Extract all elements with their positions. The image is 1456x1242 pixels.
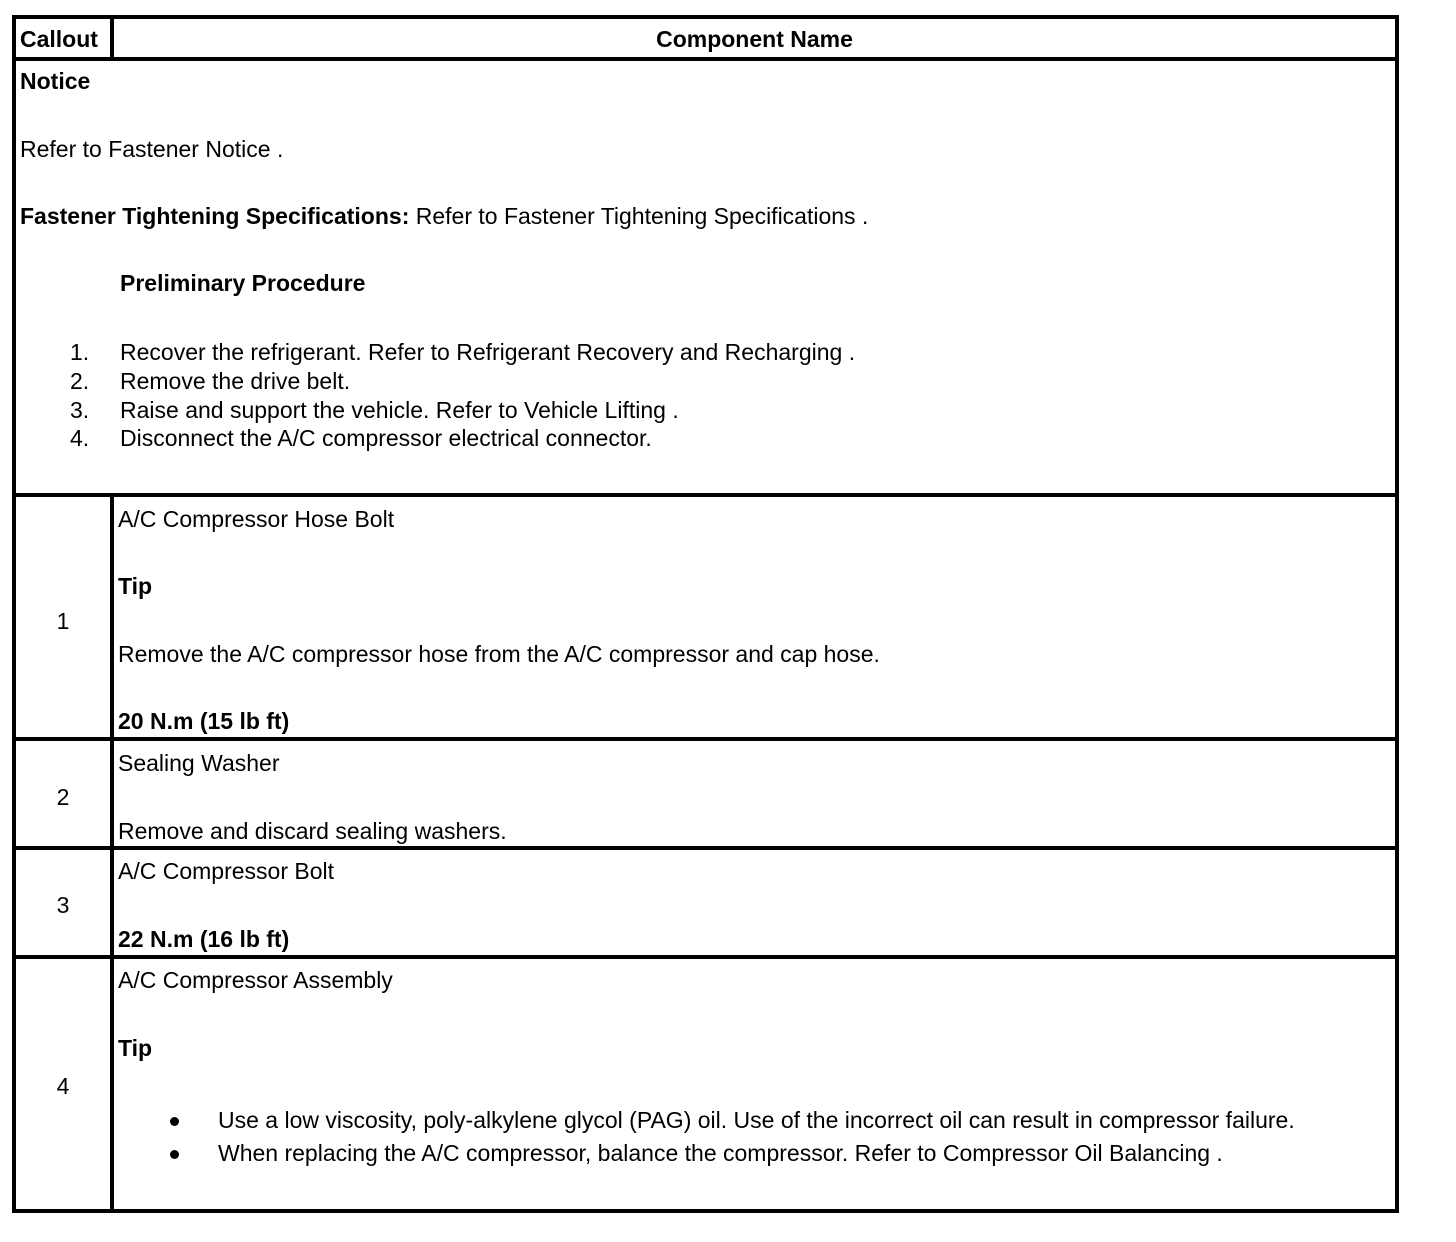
fastener-spec-label: Fastener Tightening Specifications: bbox=[20, 203, 410, 229]
bullet-text: When replacing the A/C compressor, balance the compressor. Refer to Compressor Oil Balancing . bbox=[218, 1140, 1223, 1166]
row1-divider bbox=[16, 737, 1395, 741]
component-name: A/C Compressor Bolt bbox=[118, 858, 335, 884]
notice-text: Refer to Fastener Notice . bbox=[20, 136, 284, 162]
tip-label: Tip bbox=[118, 1035, 153, 1061]
notice-divider bbox=[16, 493, 1395, 497]
callout-number: 1 bbox=[56, 608, 70, 634]
column-divider-body bbox=[110, 493, 114, 1209]
fastener-spec bbox=[20, 203, 868, 229]
step-number: 3. bbox=[70, 397, 90, 423]
step-number: 2. bbox=[70, 368, 90, 394]
torque-spec: 20 N.m (15 lb ft) bbox=[118, 708, 290, 734]
procedure-title: Preliminary Procedure bbox=[120, 270, 366, 296]
component-table bbox=[12, 15, 1399, 1213]
tip-label: Tip bbox=[118, 573, 153, 599]
instruction-text: Remove and discard sealing washers. bbox=[118, 818, 507, 844]
notice-title: Notice bbox=[20, 68, 91, 94]
fastener-spec-text: Refer to Fastener Tightening Specifications . bbox=[409, 203, 869, 229]
header-component-name: Component Name bbox=[656, 26, 853, 52]
header-callout: Callout bbox=[20, 26, 98, 52]
torque-spec: 22 N.m (16 lb ft) bbox=[118, 926, 290, 952]
callout-number: 3 bbox=[56, 892, 70, 918]
step-number: 1. bbox=[70, 339, 90, 365]
component-name: A/C Compressor Hose Bolt bbox=[118, 506, 395, 532]
component-name: Sealing Washer bbox=[118, 750, 280, 776]
step-text: Recover the refrigerant. Refer to Refrigerant Recovery and Recharging . bbox=[120, 339, 856, 365]
bullet-text: Use a low viscosity, poly-alkylene glycol (PAG) oil. Use of the incorrect oil can result in compressor failure. bbox=[218, 1107, 1295, 1133]
bullet-icon bbox=[170, 1117, 179, 1126]
callout-number: 4 bbox=[56, 1073, 70, 1099]
callout-number: 2 bbox=[56, 784, 70, 810]
step-text: Remove the drive belt. bbox=[120, 368, 351, 394]
bullet-icon bbox=[170, 1150, 179, 1159]
step-text: Disconnect the A/C compressor electrical connector. bbox=[120, 425, 652, 451]
component-name: A/C Compressor Assembly bbox=[118, 967, 393, 993]
header-divider bbox=[16, 57, 1395, 61]
tip-text: Remove the A/C compressor hose from the A/C compressor and cap hose. bbox=[118, 641, 880, 667]
row3-divider bbox=[16, 955, 1395, 959]
step-text: Raise and support the vehicle. Refer to Vehicle Lifting . bbox=[120, 397, 679, 423]
row2-divider bbox=[16, 846, 1395, 850]
step-number: 4. bbox=[70, 425, 90, 451]
